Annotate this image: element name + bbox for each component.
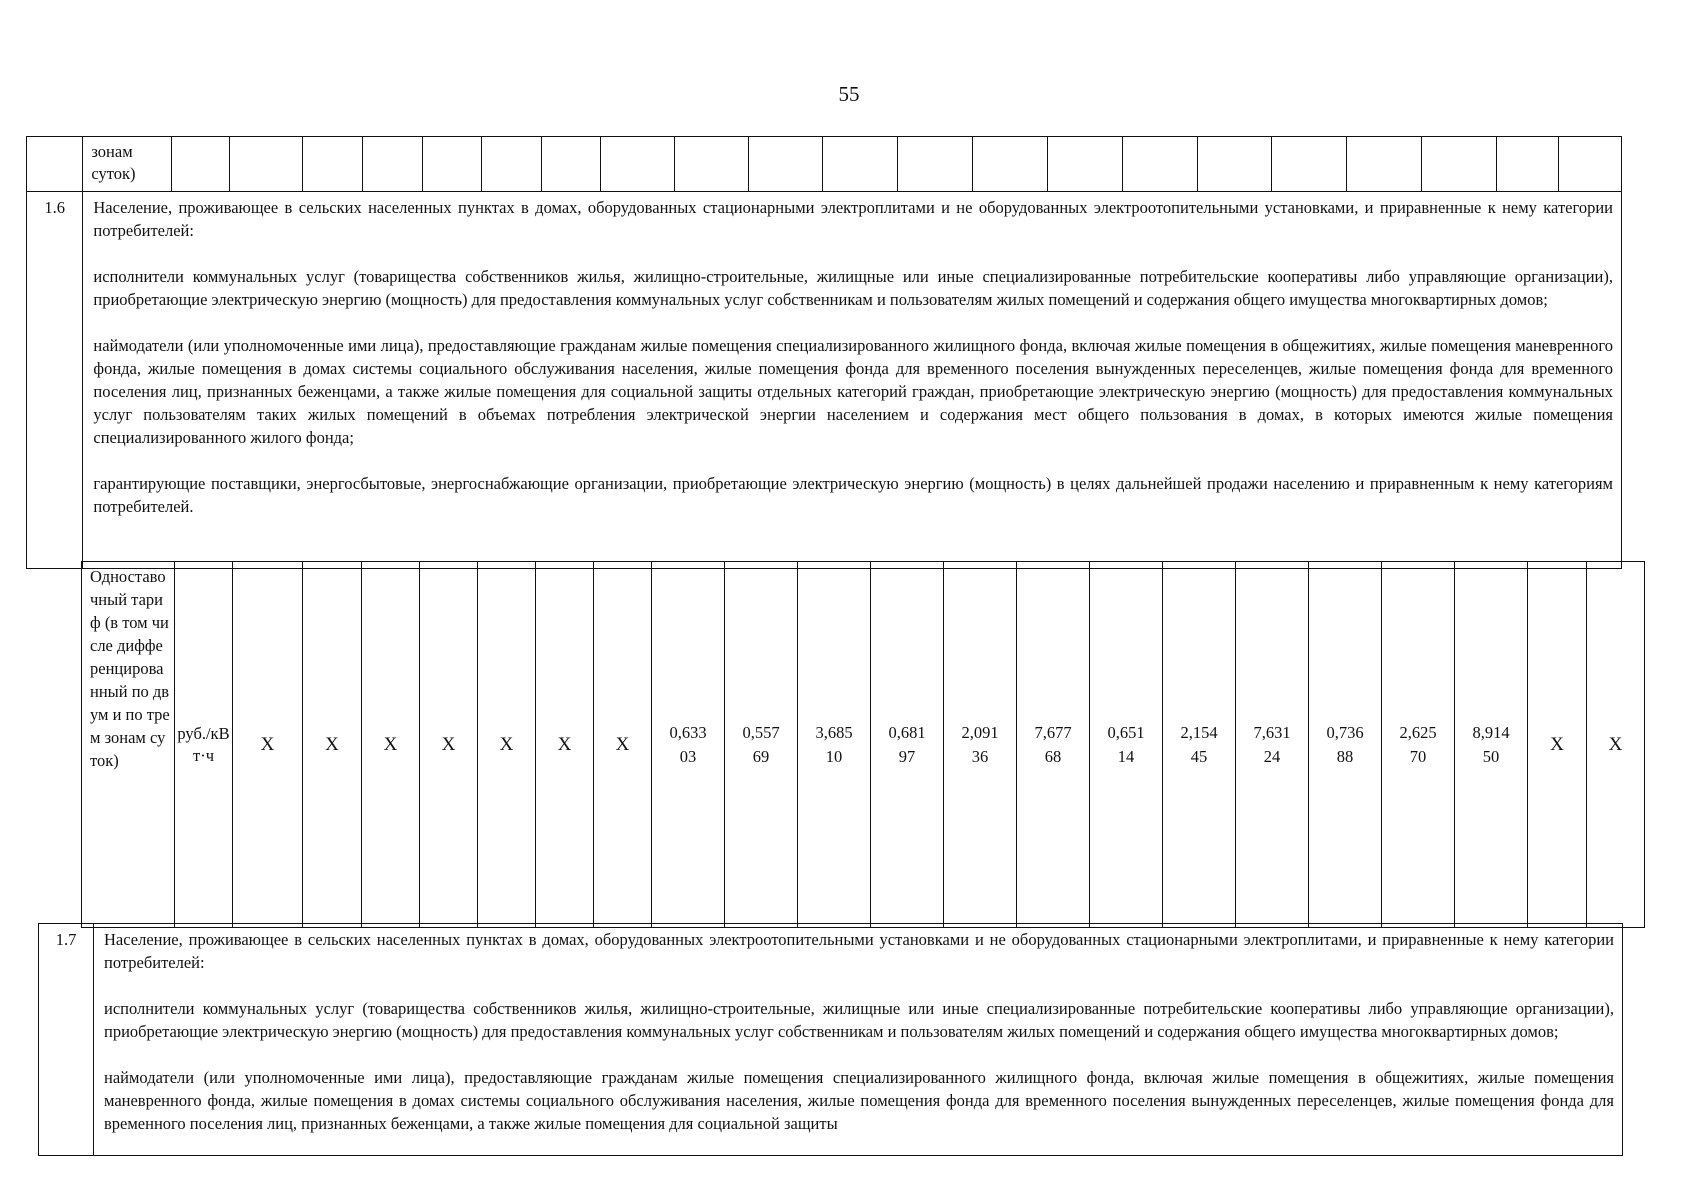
empty-cell	[302, 137, 362, 192]
tariff-value-cell: 0,681 97	[871, 562, 944, 928]
table-row	[39, 924, 1623, 1156]
page-number: 55	[838, 82, 860, 106]
empty-cell	[1197, 137, 1272, 192]
empty-cell	[1347, 137, 1422, 192]
tariff-value-cell: 0,651 14	[1090, 562, 1163, 928]
table-row	[27, 137, 1622, 192]
tariff-row-table	[81, 561, 1645, 928]
empty-cell	[674, 137, 748, 192]
empty-cell	[171, 137, 229, 192]
table-row	[82, 562, 1645, 928]
empty-cell	[541, 137, 600, 192]
category-description-cell	[94, 924, 1623, 1156]
category-description-cell	[83, 192, 1622, 569]
empty-cell	[600, 137, 674, 192]
empty-cell	[1047, 137, 1122, 192]
tariff-value-cell: 3,685 10	[798, 562, 871, 928]
row-label-cell: зонам суток)	[83, 137, 171, 192]
row-number-cell: 1.7	[39, 924, 94, 1156]
tariff-value-cell: 8,914 50	[1455, 562, 1528, 928]
empty-cell	[363, 137, 422, 192]
empty-cell	[1559, 137, 1622, 192]
tariff-value-cell: 0,736 88	[1309, 562, 1382, 928]
empty-cell	[748, 137, 823, 192]
tariff-value-cell: 2,091 36	[944, 562, 1017, 928]
tariff-value-cell: 2,625 70	[1382, 562, 1455, 928]
category-paragraph: исполнители коммунальных услуг (товарищества собственников жилья, жилищно-строительные, жилищные или иные специализированные потребительские кооперативы либо управляющие организации), приобретающие электрическую энергию (мощность) для предоставления коммунальных услуг собственникам и пользователям жилых помещений и содержания общего имущества многоквартирных домов;	[104, 999, 1614, 1041]
row-number-cell: 1.6	[27, 192, 83, 569]
tariff-table-bottom	[38, 923, 1623, 1156]
category-paragraph: наймодатели (или уполномоченные ими лица), предоставляющие гражданам жилые помещения специализированного жилищного фонда, включая жилые помещения в общежитиях, жилые помещения маневренного фонда, жилые помещения в домах системы социального обслуживания населения, жилые помещения фонда для временного поселения вынужденных переселенцев, жилые помещения фонда для временного поселения лиц, признанных беженцами, а также жилые помещения для социальной защиты отдельных категорий граждан, приобретающие электрическую энергию (мощность) для предоставления коммунальных услуг пользователям таких жилых помещений в объемах потребления электрической энергии населением и содержания мест общего пользования в домах, в которых имеются жилые помещения специализированного жилого фонда;	[93, 336, 1613, 447]
unit-cell: руб./кВт·ч	[175, 562, 233, 928]
tariff-table-top	[26, 136, 1622, 569]
empty-cell	[823, 137, 898, 192]
empty-cell	[1422, 137, 1497, 192]
empty-cell	[482, 137, 541, 192]
tariff-empty-mark: X	[536, 562, 594, 928]
tariff-value-cell: 2,154 45	[1163, 562, 1236, 928]
tariff-empty-mark: X	[420, 562, 478, 928]
tariff-empty-mark: X	[233, 562, 303, 928]
tariff-value-cell: 0,557 69	[725, 562, 798, 928]
category-paragraph: исполнители коммунальных услуг (товарищества собственников жилья, жилищно-строительные, жилищные или иные специализированные потребительские кооперативы либо управляющие организации), приобретающие электрическую энергию (мощность) для предоставления коммунальных услуг собственникам и пользователям жилых помещений и содержания общего имущества многоквартирных домов;	[93, 267, 1613, 309]
empty-cell	[1272, 137, 1347, 192]
tariff-empty-mark: X	[362, 562, 420, 928]
empty-cell	[898, 137, 973, 192]
category-paragraph: гарантирующие поставщики, энергосбытовые, энергоснабжающие организации, приобретающие электрическую энергию (мощность) в целях дальнейшей продажи населению и приравненным к нему категориям потребителей.	[93, 474, 1613, 516]
tariff-empty-mark: X	[1528, 562, 1587, 928]
tariff-value-cell: 7,677 68	[1017, 562, 1090, 928]
tariff-empty-mark: X	[594, 562, 652, 928]
category-heading: Население, проживающее в сельских населенных пунктах в домах, оборудованных электроотопительными установками и не оборудованных стационарными электроплитами, и приравненные к нему категории потребителей:	[104, 930, 1614, 972]
category-heading: Население, проживающее в сельских населенных пунктах в домах, оборудованных стационарными электроплитами и не оборудованных электроотопительными установками, и приравненные к нему категории потребителей:	[93, 198, 1613, 240]
empty-cell	[1122, 137, 1197, 192]
tariff-value-cell: 0,633 03	[652, 562, 725, 928]
row-number-cell	[27, 137, 83, 192]
table-row	[27, 192, 1622, 569]
empty-cell	[229, 137, 302, 192]
tariff-empty-mark: X	[478, 562, 536, 928]
empty-cell	[973, 137, 1048, 192]
tariff-empty-mark: X	[303, 562, 362, 928]
empty-cell	[422, 137, 481, 192]
category-paragraph: наймодатели (или уполномоченные ими лица), предоставляющие гражданам жилые помещения специализированного жилищного фонда, включая жилые помещения в общежитиях, жилые помещения маневренного фонда, жилые помещения в домах системы социального обслуживания населения, жилые помещения фонда для временного поселения вынужденных переселенцев, жилые помещения фонда для временного поселения лиц, признанных беженцами, а также жилые помещения для социальной защиты	[104, 1068, 1614, 1133]
tariff-value-cell: 7,631 24	[1236, 562, 1309, 928]
tariff-empty-mark: X	[1587, 562, 1645, 928]
tariff-label-cell: Одноставочный тариф (в том числе дифференцированный по двум и по трем зонам суток)	[82, 562, 175, 928]
empty-cell	[1496, 137, 1559, 192]
